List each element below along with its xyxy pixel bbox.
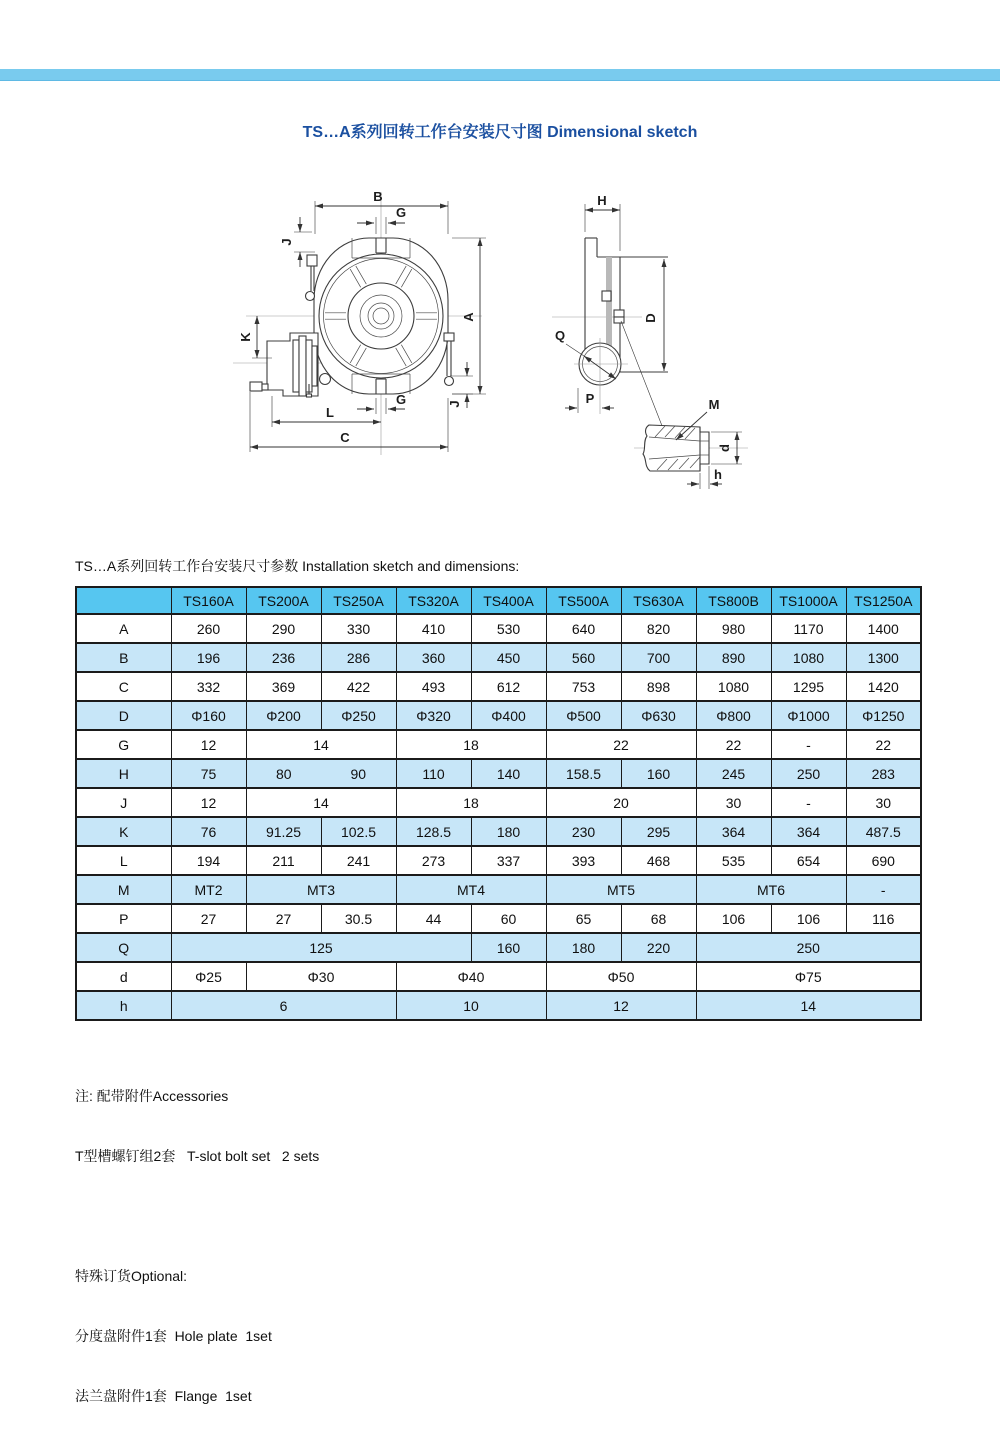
- value-cell: 493: [396, 672, 471, 701]
- value-cell: 422: [321, 672, 396, 701]
- value-cell: 1400: [846, 614, 921, 643]
- value-cell: 20: [546, 788, 696, 817]
- value-cell: MT3: [246, 875, 396, 904]
- value-cell: Φ800: [696, 701, 771, 730]
- value-cell: Φ630: [621, 701, 696, 730]
- table-row-K: [76, 817, 921, 846]
- value-cell: 250: [696, 933, 921, 962]
- note-flange: 法兰盘附件1套 Flange 1set: [75, 1388, 252, 1404]
- taper-detail-view: [634, 397, 748, 489]
- row-label: K: [76, 817, 171, 846]
- value-cell: 60: [471, 904, 546, 933]
- table-row-A: [76, 614, 921, 643]
- value-cell: 273: [396, 846, 471, 875]
- value-cell: 612: [471, 672, 546, 701]
- dim-label-q: Q: [554, 328, 566, 343]
- table-row-d: [76, 962, 921, 991]
- table-edge-strip: [606, 257, 612, 347]
- value-cell: 18: [396, 788, 546, 817]
- front-view: [233, 189, 486, 455]
- value-cell: 690: [846, 846, 921, 875]
- value-cell: 22: [846, 730, 921, 759]
- top-accent-bar: [0, 69, 1000, 81]
- row-label: h: [76, 991, 171, 1020]
- model-header: TS400A: [471, 587, 546, 614]
- value-cell: 295: [621, 817, 696, 846]
- value-cell: 30: [696, 788, 771, 817]
- value-cell: 364: [696, 817, 771, 846]
- value-cell: 125: [171, 933, 471, 962]
- value-cell: 12: [546, 991, 696, 1020]
- value-cell: 106: [696, 904, 771, 933]
- value-cell: 14: [246, 788, 396, 817]
- value-cell: 128.5: [396, 817, 471, 846]
- table-header-row: [76, 587, 921, 614]
- value-cell: -: [771, 730, 846, 759]
- notes-block: [75, 1046, 319, 1446]
- value-cell: 65: [546, 904, 621, 933]
- dim-label-p: P: [585, 391, 595, 406]
- model-header: TS250A: [321, 587, 396, 614]
- dim-label-c: C: [340, 430, 350, 445]
- dim-label-b: B: [373, 189, 383, 204]
- value-cell: 196: [171, 643, 246, 672]
- value-cell: 245: [696, 759, 771, 788]
- value-cell: 535: [696, 846, 771, 875]
- table-row-G: [76, 730, 921, 759]
- value-cell: 106: [771, 904, 846, 933]
- note-tslot-bolt-set: T型槽螺钉组2套 T-slot bolt set 2 sets: [75, 1148, 320, 1164]
- dim-label-j-bottom: J: [447, 400, 462, 408]
- value-cell: 980: [696, 614, 771, 643]
- value-cell: Φ75: [696, 962, 921, 991]
- dim-label-h-side: H: [597, 193, 607, 208]
- value-cell: 753: [546, 672, 621, 701]
- value-cell: 68: [621, 904, 696, 933]
- value-cell: Φ160: [171, 701, 246, 730]
- value-cell: 1420: [846, 672, 921, 701]
- side-view: [552, 193, 668, 436]
- value-cell: 160: [621, 759, 696, 788]
- value-cell: 18: [396, 730, 546, 759]
- value-cell: 1295: [771, 672, 846, 701]
- model-header: TS200A: [246, 587, 321, 614]
- dim-label-j-top: J: [279, 238, 294, 246]
- value-cell: 410: [396, 614, 471, 643]
- value-cell: 330: [321, 614, 396, 643]
- dim-label-k: K: [238, 332, 253, 342]
- table-row-h: [76, 991, 921, 1020]
- value-cell: 236: [246, 643, 321, 672]
- value-cell: Φ30: [246, 962, 396, 991]
- value-cell: 364: [771, 817, 846, 846]
- value-cell: 337: [471, 846, 546, 875]
- value-cell: 654: [771, 846, 846, 875]
- value-cell: 14: [246, 730, 396, 759]
- value-cell: 30: [846, 788, 921, 817]
- row-label: Q: [76, 933, 171, 962]
- value-cell: 14: [696, 991, 921, 1020]
- table-head: [76, 587, 921, 614]
- value-cell: 230: [546, 817, 621, 846]
- table-row-J: [76, 788, 921, 817]
- value-cell: 44: [396, 904, 471, 933]
- table-row-H: [76, 759, 921, 788]
- dim-label-h-detail: h: [714, 467, 722, 482]
- value-cell: Φ25: [171, 962, 246, 991]
- value-cell: Φ500: [546, 701, 621, 730]
- value-cell: MT2: [171, 875, 246, 904]
- value-cell: 211: [246, 846, 321, 875]
- table-row-L: [76, 846, 921, 875]
- value-cell: 260: [171, 614, 246, 643]
- value-cell: 140: [471, 759, 546, 788]
- value-cell: Φ1000: [771, 701, 846, 730]
- value-cell: Φ400: [471, 701, 546, 730]
- value-cell: 194: [171, 846, 246, 875]
- value-cell: Φ1250: [846, 701, 921, 730]
- row-label: H: [76, 759, 171, 788]
- value-cell: MT4: [396, 875, 546, 904]
- row-label: A: [76, 614, 171, 643]
- dim-label-d-side: D: [643, 313, 658, 323]
- value-cell: 180: [471, 817, 546, 846]
- dim-label-g-bottom: G: [395, 392, 407, 407]
- value-cell: 1080: [771, 643, 846, 672]
- value-cell: 530: [471, 614, 546, 643]
- table-row-M: [76, 875, 921, 904]
- value-cell: 369: [246, 672, 321, 701]
- value-cell: MT5: [546, 875, 696, 904]
- value-cell: 180: [546, 933, 621, 962]
- corner-cell: [76, 587, 171, 614]
- value-cell: 91.25: [246, 817, 321, 846]
- row-label: G: [76, 730, 171, 759]
- value-cell: 116: [846, 904, 921, 933]
- row-label: d: [76, 962, 171, 991]
- value-cell: 158.5: [546, 759, 621, 788]
- value-cell: -: [771, 788, 846, 817]
- dim-label-g-top: G: [395, 205, 407, 220]
- value-cell: 332: [171, 672, 246, 701]
- crank-handle: [250, 382, 262, 391]
- row-label: B: [76, 643, 171, 672]
- value-cell: 393: [546, 846, 621, 875]
- value-cell: 1080: [696, 672, 771, 701]
- handwheel-assembly: [250, 333, 331, 397]
- model-header: TS160A: [171, 587, 246, 614]
- model-header: TS1250A: [846, 587, 921, 614]
- value-cell: 487.5: [846, 817, 921, 846]
- row-label: J: [76, 788, 171, 817]
- model-header: TS1000A: [771, 587, 846, 614]
- value-cell: -: [846, 875, 921, 904]
- table-row-B: [76, 643, 921, 672]
- value-cell: 110: [396, 759, 471, 788]
- note-spacer: [75, 1206, 319, 1226]
- value-cell: 12: [171, 730, 246, 759]
- value-cell: 890: [696, 643, 771, 672]
- model-header: TS630A: [621, 587, 696, 614]
- value-cell: 102.5: [321, 817, 396, 846]
- value-cell: MT6: [696, 875, 846, 904]
- dim-label-d-detail: d: [717, 444, 732, 452]
- value-cell: Φ250: [321, 701, 396, 730]
- model-header: TS800B: [696, 587, 771, 614]
- value-cell: 76: [171, 817, 246, 846]
- value-cell: Φ40: [396, 962, 546, 991]
- value-cell: Φ320: [396, 701, 471, 730]
- value-cell: 10: [396, 991, 546, 1020]
- model-header: TS320A: [396, 587, 471, 614]
- page-title: TS…A系列回转工作台安装尺寸图 Dimensional sketch: [302, 124, 698, 141]
- dim-label-l: L: [326, 405, 334, 420]
- row-label: P: [76, 904, 171, 933]
- note-optional-heading: 特殊订货Optional:: [75, 1268, 188, 1284]
- value-cell: 220: [621, 933, 696, 962]
- value-cell: 80 90: [246, 759, 396, 788]
- dim-label-a: A: [461, 312, 476, 322]
- value-cell: 1170: [771, 614, 846, 643]
- dimensional-sketch: [228, 186, 758, 504]
- value-cell: 250: [771, 759, 846, 788]
- value-cell: 22: [696, 730, 771, 759]
- value-cell: 468: [621, 846, 696, 875]
- row-label: D: [76, 701, 171, 730]
- table-body: [76, 614, 921, 1020]
- value-cell: 360: [396, 643, 471, 672]
- row-label: C: [76, 672, 171, 701]
- value-cell: 450: [471, 643, 546, 672]
- value-cell: 12: [171, 788, 246, 817]
- value-cell: 160: [471, 933, 546, 962]
- note-accessories: 注: 配带附件Accessories: [75, 1088, 229, 1104]
- value-cell: 898: [621, 672, 696, 701]
- value-cell: Φ50: [546, 962, 696, 991]
- row-label: L: [76, 846, 171, 875]
- value-cell: 6: [171, 991, 396, 1020]
- value-cell: Φ200: [246, 701, 321, 730]
- value-cell: 27: [246, 904, 321, 933]
- value-cell: 820: [621, 614, 696, 643]
- value-cell: 75: [171, 759, 246, 788]
- value-cell: 700: [621, 643, 696, 672]
- value-cell: 241: [321, 846, 396, 875]
- dim-label-m: M: [708, 397, 720, 412]
- section-heading: TS…A系列回转工作台安装尺寸参数 Installation sketch and dimensions:: [75, 558, 520, 574]
- value-cell: 27: [171, 904, 246, 933]
- table-row-P: [76, 904, 921, 933]
- note-hole-plate: 分度盘附件1套 Hole plate 1set: [75, 1328, 272, 1344]
- table-row-Q: [76, 933, 921, 962]
- value-cell: 30.5: [321, 904, 396, 933]
- model-header: TS500A: [546, 587, 621, 614]
- row-label: M: [76, 875, 171, 904]
- dimensions-table: [75, 586, 922, 1021]
- table-row-C: [76, 672, 921, 701]
- value-cell: 283: [846, 759, 921, 788]
- value-cell: 1300: [846, 643, 921, 672]
- value-cell: 286: [321, 643, 396, 672]
- value-cell: 290: [246, 614, 321, 643]
- value-cell: 640: [546, 614, 621, 643]
- table-row-D: [76, 701, 921, 730]
- value-cell: 22: [546, 730, 696, 759]
- value-cell: 560: [546, 643, 621, 672]
- clamp-pin-right: [444, 333, 454, 386]
